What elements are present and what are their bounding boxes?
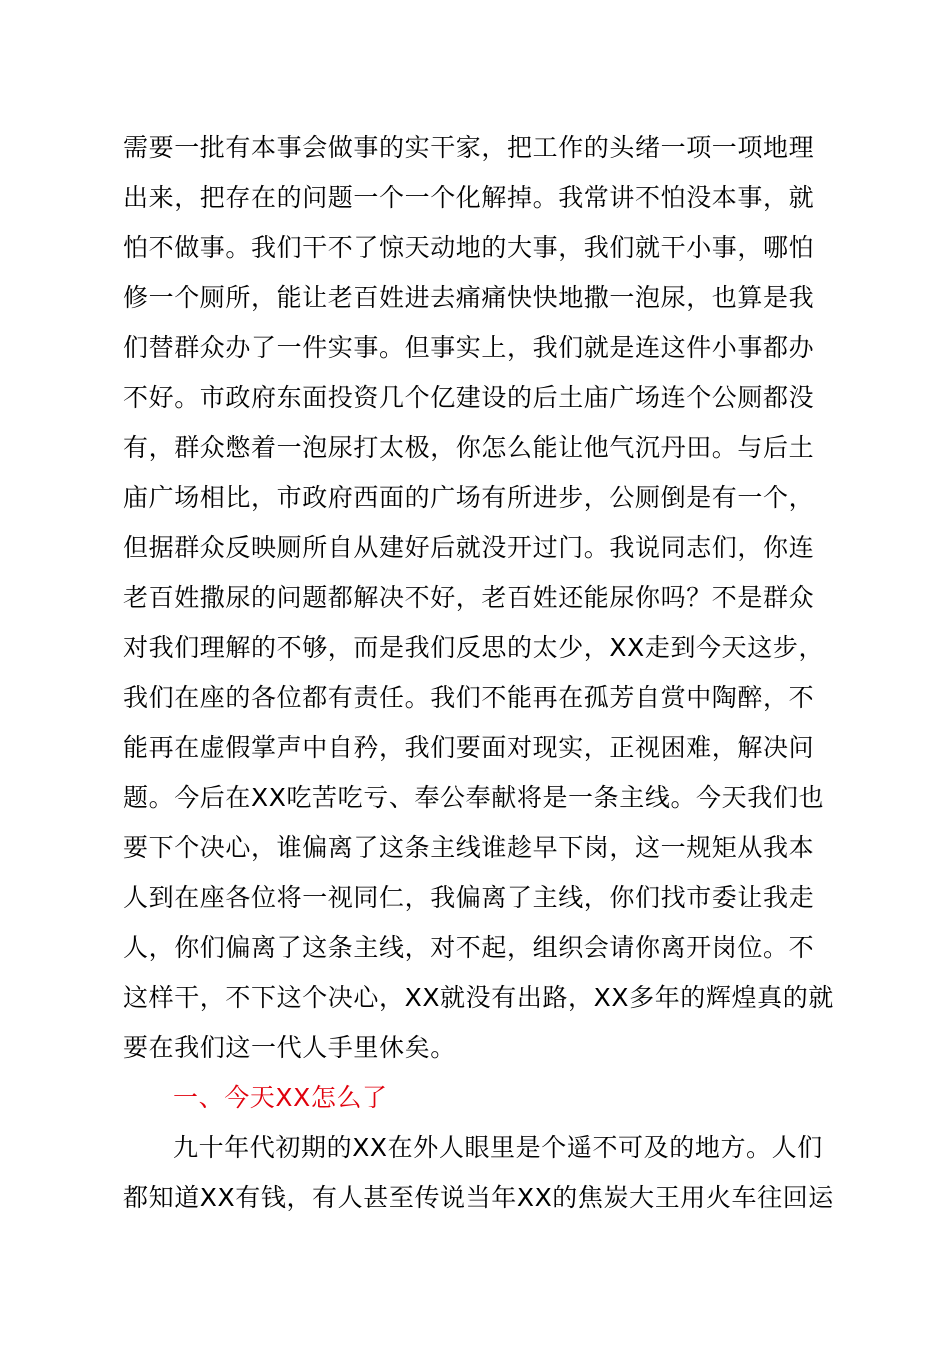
body-text-line: 怕不做事。我们干不了惊天动地的大事，我们就干小事，哪怕 — [123, 233, 815, 262]
body-text-line: 要在我们这一代人手里休矣。 — [123, 1033, 456, 1062]
body-text-line: 对我们理解的不够，而是我们反思的太少，XX走到今天这步， — [123, 633, 825, 662]
body-text-line: 我们在座的各位都有责任。我们不能再在孤芳自赏中陶醉，不 — [123, 683, 815, 712]
body-text-line: 们替群众办了一件实事。但事实上，我们就是连这件小事都办 — [123, 333, 815, 362]
body-text-line: 庙广场相比，市政府西面的广场有所进步，公厕倒是有一个， — [123, 483, 815, 512]
body-text-line: 能再在虚假掌声中自矜，我们要面对现实，正视困难，解决问 — [123, 733, 815, 762]
body-text-line: 老百姓撒尿的问题都解决不好，老百姓还能尿你吗？不是群众 — [123, 583, 815, 612]
section-heading: 一、今天XX怎么了 — [173, 1083, 388, 1112]
body-text-line: 不好。市政府东面投资几个亿建设的后土庙广场连个公厕都没 — [123, 383, 815, 412]
body-text-line: 九十年代初期的XX在外人眼里是个遥不可及的地方。人们 — [173, 1133, 823, 1162]
body-text-line: 这样干，不下这个决心，XX就没有出路，XX多年的辉煌真的就 — [123, 983, 834, 1012]
body-text-line: 但据群众反映厕所自从建好后就没开过门。我说同志们，你连 — [123, 533, 815, 562]
body-text-line: 修一个厕所，能让老百姓进去痛痛快快地撒一泡尿，也算是我 — [123, 283, 815, 312]
body-text-line: 人到在座各位将一视同仁，我偏离了主线，你们找市委让我走 — [123, 883, 815, 912]
body-text-line: 人，你们偏离了这条主线，对不起，组织会请你离开岗位。不 — [123, 933, 815, 962]
body-text-line: 有，群众憋着一泡尿打太极，你怎么能让他气沉丹田。与后土 — [123, 433, 815, 462]
body-text-line: 需要一批有本事会做事的实干家，把工作的头绪一项一项地理 — [123, 133, 815, 162]
body-text-line: 题。今后在XX吃苦吃亏、奉公奉献将是一条主线。今天我们也 — [123, 783, 825, 812]
body-text-line: 出来，把存在的问题一个一个化解掉。我常讲不怕没本事，就 — [123, 183, 815, 212]
body-text-line: 都知道XX有钱，有人甚至传说当年XX的焦炭大王用火车往回运 — [123, 1183, 834, 1212]
body-text-line: 要下个决心，谁偏离了这条主线谁趁早下岗，这一规矩从我本 — [123, 833, 815, 862]
